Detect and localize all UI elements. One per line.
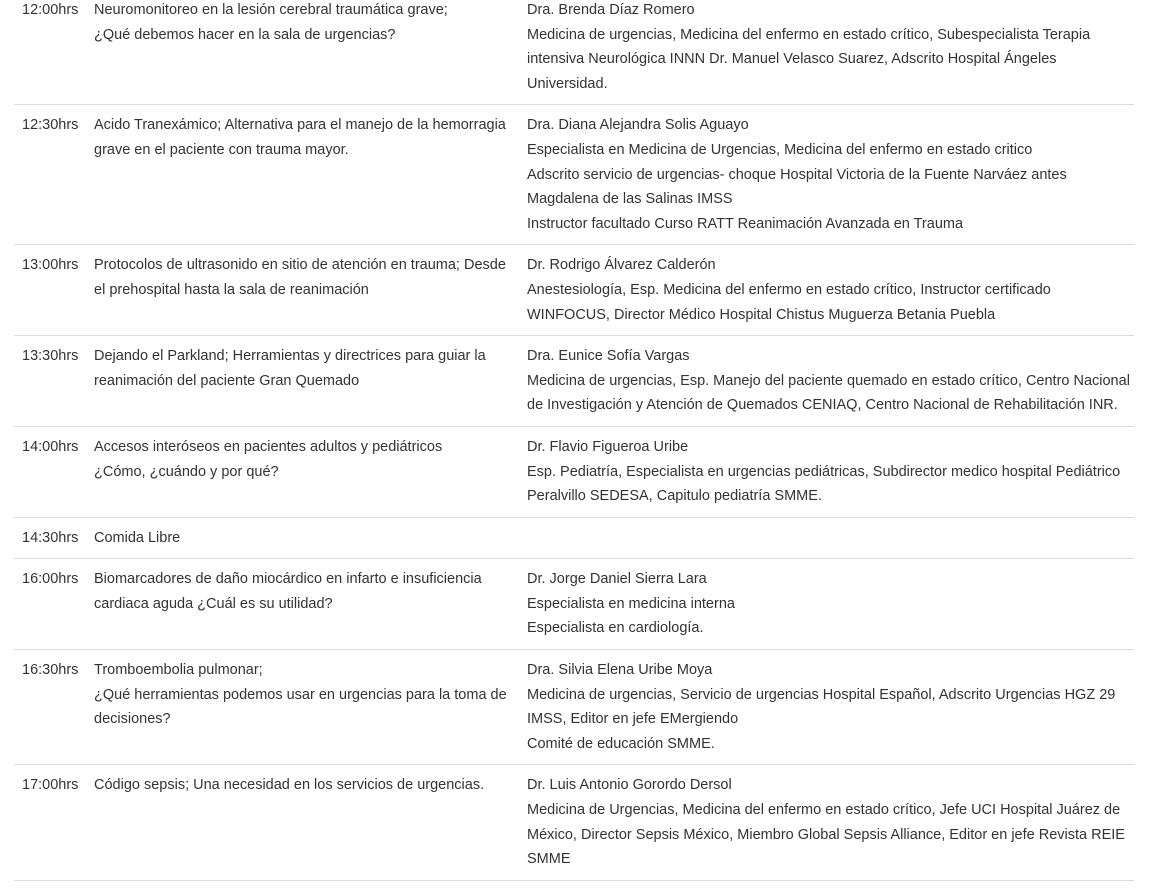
topic-line: cardiaca aguda ¿Cuál es su utilidad? [94, 595, 333, 612]
speaker-name: Dr. Flavio Figueroa Uribe [527, 438, 689, 455]
topic-line: Protocolos de ultrasonido en sitio de atención en trauma; Desde [94, 257, 506, 274]
session-topic [94, 0, 525, 96]
topic-line: Accesos interóseos en pacientes adultos y pediátricos [94, 438, 443, 455]
session-topic [94, 253, 525, 327]
session-speaker [525, 526, 1134, 551]
session-speaker [525, 567, 1134, 641]
session-speaker [525, 344, 1134, 418]
session-time: 13:00hrs [22, 257, 79, 274]
topic-line: Acido Tranexámico; Alternativa para el manejo de la hemorragia [94, 117, 506, 134]
speaker-credentials-line: intensiva Neurológica INNN Dr. Manuel Velasco Suarez, Adscrito Hospital Ángeles [527, 51, 1057, 68]
session-speaker [525, 253, 1134, 327]
session-topic [94, 658, 525, 756]
schedule-row [14, 435, 1134, 518]
session-topic [94, 773, 525, 871]
session-topic [94, 526, 525, 551]
session-time: 12:00hrs [22, 2, 79, 18]
speaker-name: Dr. Luis Antonio Gorordo Dersol [527, 777, 732, 794]
schedule-row [14, 253, 1134, 336]
session-time: 16:30hrs [22, 662, 79, 679]
session-speaker [525, 0, 1134, 96]
topic-line: reanimación del paciente Gran Quemado [94, 372, 360, 389]
topic-line: Comida Libre [94, 529, 181, 546]
session-topic [94, 344, 525, 418]
speaker-name: Dr. Jorge Daniel Sierra Lara [527, 571, 707, 588]
speaker-credentials-line: Especialista en Medicina de Urgencias, Medicina del enfermo en estado critico [527, 141, 1033, 158]
speaker-credentials-line: Universidad. [527, 75, 608, 92]
speaker-credentials-line: IMSS, Editor en jefe EMergiendo [527, 711, 739, 728]
session-speaker [525, 773, 1134, 871]
session-time: 13:30hrs [22, 348, 79, 365]
topic-line: grave en el paciente con trauma mayor. [94, 141, 349, 158]
session-time: 16:00hrs [22, 571, 79, 588]
speaker-credentials-line: Anestesiología, Esp. Medicina del enfermo en estado crítico, Instructor certificado [527, 281, 1051, 298]
topic-line: ¿Qué debemos hacer en la sala de urgencias? [94, 26, 396, 43]
speaker-credentials-line: Magdalena de las Salinas IMSS [527, 191, 733, 208]
speaker-credentials-line: Peralvillo SEDESA, Capitulo pediatría SMME. [527, 488, 822, 505]
speaker-name: Dra. Eunice Sofía Vargas [527, 348, 690, 365]
speaker-name: Dr. Rodrigo Álvarez Calderón [527, 257, 716, 274]
schedule-row [14, 567, 1134, 650]
session-speaker [525, 113, 1134, 236]
session-time: 17:00hrs [22, 777, 79, 794]
schedule-row [14, 344, 1134, 427]
session-speaker [525, 435, 1134, 509]
speaker-credentials-line: Especialista en medicina interna [527, 595, 735, 612]
topic-line: Dejando el Parkland; Herramientas y directrices para guiar la [94, 348, 486, 365]
schedule-table [14, 0, 1134, 889]
speaker-credentials-line: Instructor facultado Curso RATT Reanimación Avanzada en Trauma [527, 215, 964, 232]
speaker-credentials-line: Medicina de urgencias, Esp. Manejo del paciente quemado en estado crítico, Centro Nacional [527, 372, 1130, 389]
session-time: 14:00hrs [22, 438, 79, 455]
speaker-credentials-line: Adscrito servicio de urgencias- choque Hospital Victoria de la Fuente Narváez antes [527, 166, 1067, 183]
topic-line: Tromboembolia pulmonar; [94, 662, 263, 679]
topic-line: ¿Cómo, ¿cuándo y por qué? [94, 463, 279, 480]
speaker-credentials-line: Especialista en cardiología. [527, 620, 704, 637]
speaker-credentials-line: Esp. Pediatría, Especialista en urgencias pediátricas, Subdirector medico hospital Pediátrico [527, 463, 1121, 480]
topic-line: Código sepsis; Una necesidad en los servicios de urgencias. [94, 777, 485, 794]
schedule-row [14, 526, 1134, 560]
schedule-row [14, 773, 1134, 880]
session-time: 14:30hrs [22, 529, 79, 546]
speaker-credentials-line: Medicina de urgencias, Medicina del enfermo en estado crítico, Subespecialista Terapia [527, 26, 1091, 43]
speaker-credentials-line: México, Director Sepsis México, Miembro Global Sepsis Alliance, Editor en jefe Revista REIE [527, 826, 1125, 843]
session-speaker [525, 658, 1134, 756]
speaker-credentials-line: de Investigación y Atención de Quemados CENIAQ, Centro Nacional de Rehabilitación INR. [527, 397, 1118, 414]
speaker-credentials-line: Comité de educación SMME. [527, 735, 715, 752]
schedule-row [14, 0, 1134, 105]
session-topic [94, 567, 525, 641]
topic-line: Biomarcadores de daño miocárdico en infarto e insuficiencia [94, 571, 482, 588]
topic-line: decisiones? [94, 711, 171, 728]
schedule-row [14, 658, 1134, 765]
topic-line: Neuromonitoreo en la lesión cerebral traumática grave; [94, 2, 448, 18]
topic-line: el prehospital hasta la sala de reanimación [94, 281, 369, 298]
speaker-name: Dra. Brenda Díaz Romero [527, 2, 695, 18]
topic-line: ¿Qué herramientas podemos usar en urgencias para la toma de [94, 686, 507, 703]
schedule-row [14, 113, 1134, 245]
speaker-credentials-line: SMME [527, 851, 571, 868]
speaker-name: Dra. Silvia Elena Uribe Moya [527, 662, 713, 679]
session-topic [94, 113, 525, 236]
speaker-credentials-line: Medicina de Urgencias, Medicina del enfermo en estado crítico, Jefe UCI Hospital Juárez de [527, 802, 1121, 819]
session-time: 12:30hrs [22, 117, 79, 134]
session-topic [94, 435, 525, 509]
speaker-credentials-line: WINFOCUS, Director Médico Hospital Chistus Muguerza Betania Puebla [527, 306, 996, 323]
speaker-name: Dra. Diana Alejandra Solis Aguayo [527, 117, 749, 134]
speaker-credentials-line: Medicina de urgencias, Servicio de urgencias Hospital Español, Adscrito Urgencias HGZ 29 [527, 686, 1116, 703]
